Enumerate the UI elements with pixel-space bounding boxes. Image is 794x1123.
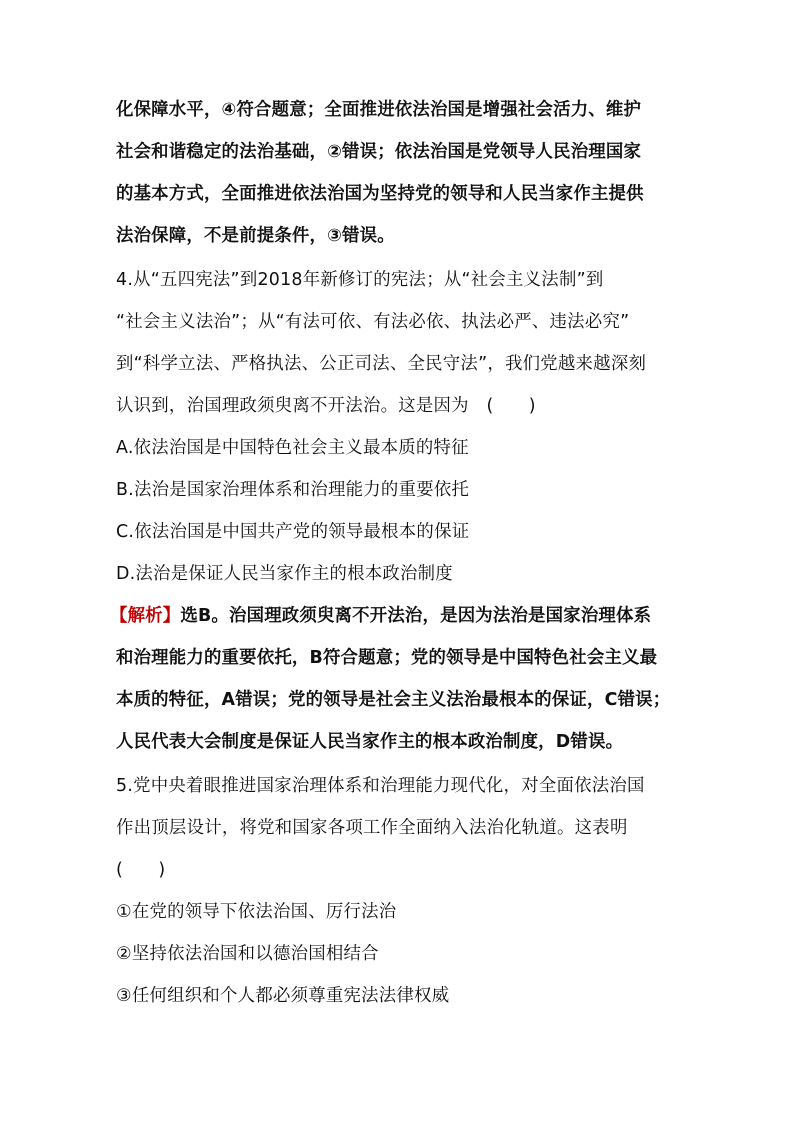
analysis-text: 选B。治国理政须臾离不开法治，是因为法治是国家治理体系	[180, 606, 652, 626]
question-4-analysis	[110, 602, 652, 630]
question-4-option-c: C.依法治国是中国共产党的领导最根本的保证	[116, 522, 470, 542]
question-4-option-a: A.依法治国是中国特色社会主义最本质的特征	[116, 438, 469, 458]
analysis-line: 的基本方式，全面推进依法治国为坚持党的领导和人民当家作主提供	[116, 184, 644, 204]
question-5-option-2: ②坚持依法治国和以德治国相结合	[116, 944, 379, 964]
question-4-analysis: 本质的特征，A错误；党的领导是社会主义法治最根本的保证，C错误；	[116, 690, 671, 710]
question-4-stem: “社会主义法治”；从“有法可依、有法必依、执法必严、违法必究”	[116, 312, 630, 332]
analysis-tag: 【解析】	[110, 606, 181, 626]
analysis-line: 社会和谐稳定的法治基础，②错误；依法治国是党领导人民治理国家	[116, 142, 642, 162]
question-5-stem: 5.党中央着眼推进国家治理体系和治理能力现代化，对全面依法治国	[116, 776, 645, 796]
question-4-analysis: 和治理能力的重要依托，B符合题意；党的领导是中国特色社会主义最	[116, 648, 658, 668]
question-4-stem: 到“科学立法、严格执法、公正司法、全民守法”，我们党越来越深刻	[116, 354, 647, 374]
question-4-option-b: B.法治是国家治理体系和治理能力的重要依托	[116, 480, 470, 500]
question-4-stem: 4.从“五四宪法”到2018年新修订的宪法；从“社会主义法制”到	[116, 270, 604, 290]
question-5-stem: 作出顶层设计，将党和国家各项工作全面纳入法治化轨道。这表明	[116, 818, 628, 838]
question-5-stem: ( )	[116, 860, 166, 880]
analysis-line: 法治保障，不是前提条件，③错误。	[116, 226, 395, 246]
question-4-option-d: D.法治是保证人民当家作主的根本政治制度	[116, 564, 453, 584]
question-5-option-3: ③任何组织和个人都必须尊重宪法法律权威	[116, 986, 450, 1006]
question-5-option-1: ①在党的领导下依法治国、厉行法治	[116, 902, 397, 922]
question-4-analysis: 人民代表大会制度是保证人民当家作主的根本政治制度，D错误。	[116, 732, 624, 752]
analysis-line: 化保障水平，④符合题意；全面推进依法治国是增强社会活力、维护	[116, 100, 642, 120]
question-4-stem: 认识到，治国理政须臾离不开法治。这是因为 ( )	[116, 396, 536, 416]
